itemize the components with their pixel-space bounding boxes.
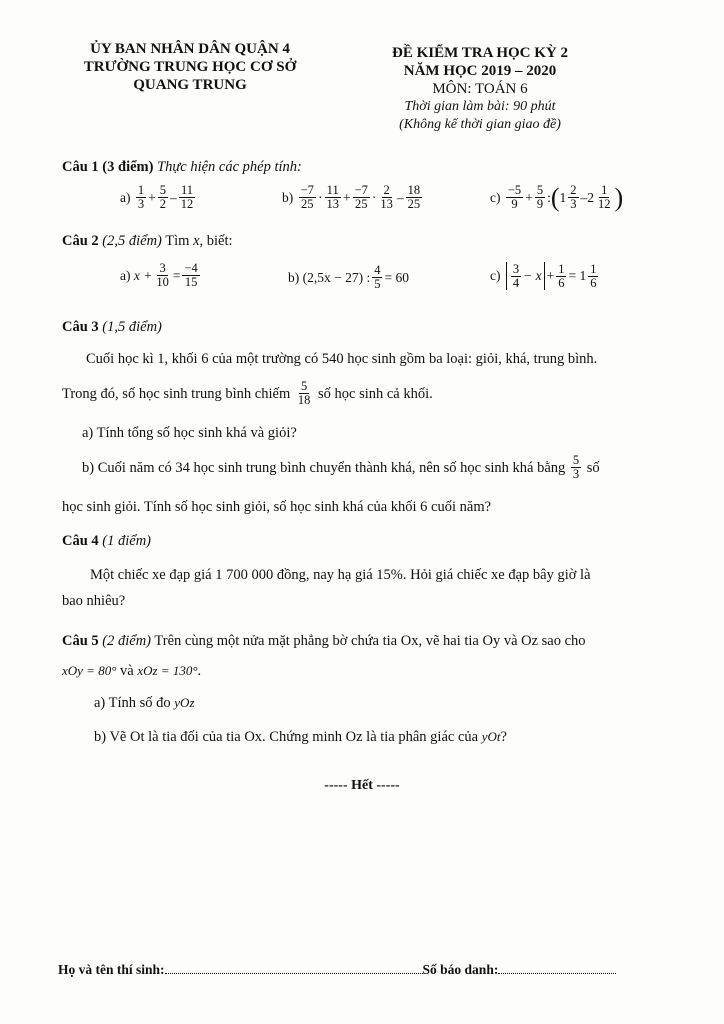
q5-line1: Câu 5 (2 điểm) Trên cùng một nửa mặt phẳng bờ chứa tia Ox, vẽ hai tia Oy và Oz sao cho	[62, 633, 586, 649]
q3-part-a: a) Tính tổng số học sinh khá và giỏi?	[82, 425, 297, 441]
q1-part-c: c) $\frac{-5}{9}$ + $\frac{5}{9}$ : ( 1 $\frac{2}{3}$ – 2 $\frac{1}{12}$ )	[490, 182, 624, 212]
exam-title: ĐỀ KIỂM TRA HỌC KỲ 2	[392, 45, 568, 61]
q3-line2: Trong đó, số học sinh trung bình chiếm $\frac{5}{18}$ số học sinh cả khối.	[62, 379, 433, 407]
angle-xoz: xOz = 130°	[137, 663, 198, 678]
q3-line1: Cuối học kì 1, khối 6 của một trường có 540 học sinh gồm ba loại: giỏi, khá, trung bình.	[86, 351, 598, 367]
q4-line2: bao nhiêu?	[62, 593, 126, 609]
exam-time: Thời gian làm bài: 90 phút	[404, 99, 556, 114]
q2-part-a: a) x + $\frac{3}{10}$ = $\frac{-4}{15}$	[120, 261, 198, 289]
candidate-footer	[58, 962, 616, 978]
q1-heading: Câu 1 (3 điểm) Thực hiện các phép tính:	[62, 159, 302, 175]
exam-header	[350, 44, 610, 134]
candidate-name-label: Họ và tên thí sinh:	[58, 962, 165, 977]
angle-xoy: xOy = 80°	[62, 663, 117, 678]
q5-line2: xOy = 80° và xOz = 130°.	[62, 663, 202, 679]
end-mark: ----- Hết -----	[324, 778, 400, 793]
candidate-id-field[interactable]	[498, 973, 616, 974]
exam-subject: MÔN: TOÁN 6	[432, 81, 528, 97]
angle-yoz: yOz	[174, 695, 195, 710]
q3-part-b-line2: học sinh giỏi. Tính số học sinh giỏi, số học sinh khá của khối 6 cuối năm?	[62, 499, 492, 515]
q5-part-a: a) Tính số đo yOz	[94, 695, 195, 711]
q2-part-c: c) $\frac{3}{4}$ − x + $\frac{1}{6}$ = 1 $\frac{1}{6}$	[490, 261, 597, 290]
school-header	[40, 40, 340, 94]
q1-part-a: a) $\frac{1}{3}$ + $\frac{5}{2}$ – $\frac{11}{12}$	[120, 183, 194, 211]
q4-line1: Một chiếc xe đạp giá 1 700 000 đồng, nay hạ giá 15%. Hỏi giá chiếc xe đạp bây giờ là	[90, 567, 591, 583]
angle-yot: yOt	[481, 729, 501, 744]
q3-part-b: b) Cuối năm có 34 học sinh trung bình chuyển thành khá, nên số học sinh khá bằng $\frac{5}{3}$ số	[82, 453, 600, 481]
header-school-line1: TRƯỜNG TRUNG HỌC CƠ SỞ	[83, 59, 297, 75]
header-district: ỦY BAN NHÂN DÂN QUẬN 4	[90, 41, 290, 57]
q3-heading: Câu 3 (1,5 điểm)	[62, 319, 162, 335]
candidate-name-field[interactable]	[165, 973, 423, 974]
q2-heading: Câu 2 (2,5 điểm) Tìm x, biết:	[62, 233, 233, 249]
candidate-id-label: Số báo danh:	[422, 962, 499, 977]
header-school-line2: QUANG TRUNG	[133, 77, 247, 93]
q5-part-b: b) Vẽ Ot là tia đối của tia Ox. Chứng minh Oz là tia phân giác của yOt?	[94, 729, 507, 745]
q4-heading: Câu 4 (1 điểm)	[62, 533, 152, 549]
exam-year: NĂM HỌC 2019 – 2020	[403, 63, 557, 79]
q2-part-b: b) (2,5x − 27) : $\frac{4}{5}$ = 60	[288, 263, 409, 291]
exam-note: (Không kể thời gian giao đề)	[399, 117, 561, 132]
q1-part-b: b) $\frac{-7}{25}$ · $\frac{11}{13}$ + $\frac{-7}{25}$ · $\frac{2}{13}$ – $\frac{18}{25}$	[282, 183, 421, 211]
